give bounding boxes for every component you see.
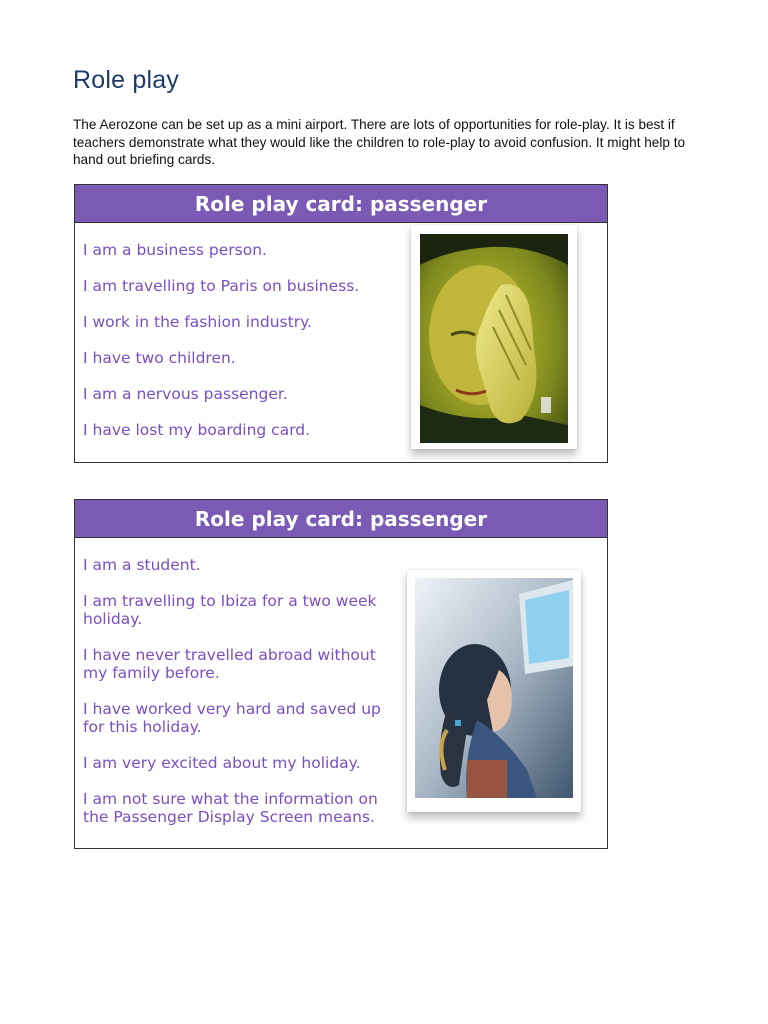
card-line: I have two children. — [83, 349, 236, 367]
man-with-hand-on-face-photo — [411, 225, 577, 449]
intro-paragraph: The Aerozone can be set up as a mini airport. There are lots of opportunities for role-play. It is best if teachers demonstrate what they would like the children to role-play to avoid confusion. It might help to hand out briefing cards. — [73, 117, 686, 167]
card-line: I am not sure what the information on the Passenger Display Screen means. — [83, 790, 378, 826]
card-lines — [83, 241, 359, 439]
role-play-card-2 — [74, 499, 608, 849]
card-header: Role play card: passenger — [75, 185, 607, 223]
card-line: I work in the fashion industry. — [83, 313, 312, 331]
card-line: I am travelling to Ibiza for a two week holiday. — [83, 592, 377, 628]
card-line: I am a business person. — [83, 241, 267, 259]
card-line: I am a student. — [83, 556, 201, 574]
card-header: Role play card: passenger — [75, 500, 607, 538]
card-line: I am very excited about my holiday. — [83, 754, 361, 772]
card-line: I am a nervous passenger. — [83, 385, 288, 403]
card-line: I am travelling to Paris on business. — [83, 277, 360, 295]
card-line: I have lost my boarding card. — [83, 421, 311, 439]
page-title: Role play — [73, 66, 180, 94]
girl-looking-at-screen-photo — [407, 570, 581, 812]
role-play-card-1 — [74, 184, 608, 463]
card-lines — [83, 556, 383, 826]
card-line: I have never travelled abroad without my family before. — [83, 646, 376, 682]
card-line: I have worked very hard and saved up for this holiday. — [83, 700, 381, 736]
